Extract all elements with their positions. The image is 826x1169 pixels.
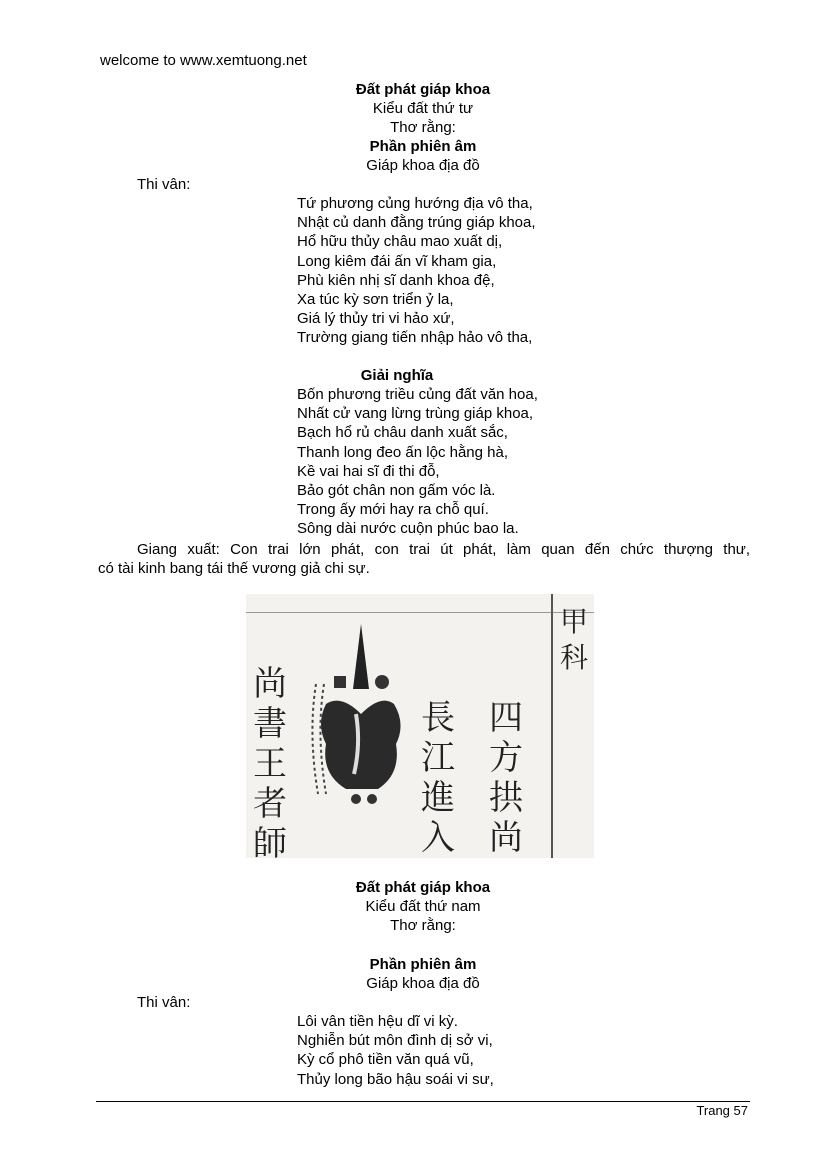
cjk-char: 書 [253, 704, 287, 744]
cjk-char: 甲 [559, 605, 588, 638]
cjk-char: 尚 [489, 818, 523, 858]
frame-line [551, 594, 553, 858]
paragraph-line: có tài kinh bang tái thế vương giả chi sự. [98, 560, 370, 577]
section2-title: Đất phát giáp khoa [355, 879, 491, 896]
meaning-line: Kề vai hai sĩ đi thi đỗ, [297, 462, 440, 480]
section1-meaning [297, 385, 538, 539]
site-header: welcome to www.xemtuong.net [100, 52, 307, 69]
explanation-paragraph [98, 540, 750, 578]
poem-line: Giá lý thủy tri vi hảo xứ, [297, 310, 455, 328]
section1-heading: Phần phiên âm [369, 138, 477, 155]
cjk-column-right [554, 604, 594, 676]
cjk-char: 入 [421, 818, 455, 858]
poem-line: Thủy long bão hậu soái vi sư, [297, 1070, 494, 1088]
cjk-column-left [250, 664, 290, 858]
section2-label: Thi vân: [137, 994, 191, 1011]
poem-line: Long kiêm đái ấn vĩ kham gia, [297, 252, 497, 270]
poem-line: Nghiễn bút môn đình dị sở vi, [297, 1032, 493, 1050]
footer-divider [96, 1101, 750, 1102]
section1-title: Đất phát giáp khoa [355, 81, 491, 98]
frame-line [246, 612, 594, 613]
section2-subheading: Giáp khoa địa đồ [366, 975, 480, 992]
cjk-column-3 [418, 698, 458, 858]
meaning-line: Trong ấy mới hay ra chỗ quí. [297, 501, 489, 519]
cjk-char: 者 [253, 784, 287, 824]
cjk-char: 師 [253, 824, 287, 858]
poem-line: Kỳ cổ phô tiền văn quá vũ, [297, 1051, 474, 1069]
cjk-char: 拱 [489, 778, 523, 818]
poem-line: Xa túc kỳ sơn triển ỷ la, [297, 291, 454, 309]
meaning-line: Bảo gót chân non gấm vóc là. [297, 482, 496, 500]
paragraph-line: Giang xuất: Con trai lớn phát, con trai út phát, làm quan đến chức thượng thư, [137, 541, 750, 558]
cjk-char: 長 [421, 698, 455, 738]
section2-poem [297, 1012, 494, 1089]
cjk-column-2 [486, 698, 526, 858]
section1-subtitle: Kiểu đất thứ tư [372, 100, 474, 117]
poem-line: Nhật củ danh đằng trúng giáp khoa, [297, 214, 536, 232]
section1-label: Thi vân: [137, 176, 191, 193]
section1-intro: Thơ rằng: [390, 119, 456, 136]
meaning-heading: Giải nghĩa [360, 367, 434, 384]
meaning-line: Nhất cử vang lừng trùng giáp khoa, [297, 405, 534, 423]
meaning-line: Sông dài nước cuộn phúc bao la. [297, 520, 519, 538]
poem-line: Phù kiên nhị sĩ danh khoa đệ, [297, 271, 495, 289]
section1-subheading: Giáp khoa địa đồ [366, 157, 480, 174]
section2-subtitle: Kiểu đất thứ nam [365, 898, 481, 915]
cjk-char: 科 [559, 641, 588, 674]
cjk-char: 尚 [253, 664, 287, 704]
section2-heading: Phần phiên âm [369, 956, 477, 973]
cjk-char: 進 [421, 778, 455, 818]
cjk-char: 四 [489, 698, 523, 738]
poem-line: Tứ phương củng hướng địa vô tha, [297, 195, 533, 212]
cjk-char: 王 [253, 744, 287, 784]
cjk-char: 江 [421, 738, 455, 778]
poem-line: Hổ hữu thủy châu mao xuất dị, [297, 233, 503, 251]
poem-line: Lôi vân tiền hệu dĩ vi kỳ. [297, 1013, 458, 1030]
meaning-line: Bạch hổ rủ châu danh xuất sắc, [297, 424, 508, 442]
meaning-line: Thanh long đeo ấn lộc hằng hà, [297, 443, 509, 461]
cjk-char: 方 [489, 738, 523, 778]
meaning-line: Bốn phương triều củng đất văn hoa, [297, 386, 538, 403]
landform-drawing [306, 614, 416, 814]
geomancy-diagram [246, 594, 594, 858]
section1-poem [297, 194, 536, 348]
page-number: Trang 57 [696, 1103, 748, 1118]
section2-intro: Thơ rằng: [390, 917, 456, 934]
poem-line: Trường giang tiến nhập hảo vô tha, [297, 329, 533, 347]
